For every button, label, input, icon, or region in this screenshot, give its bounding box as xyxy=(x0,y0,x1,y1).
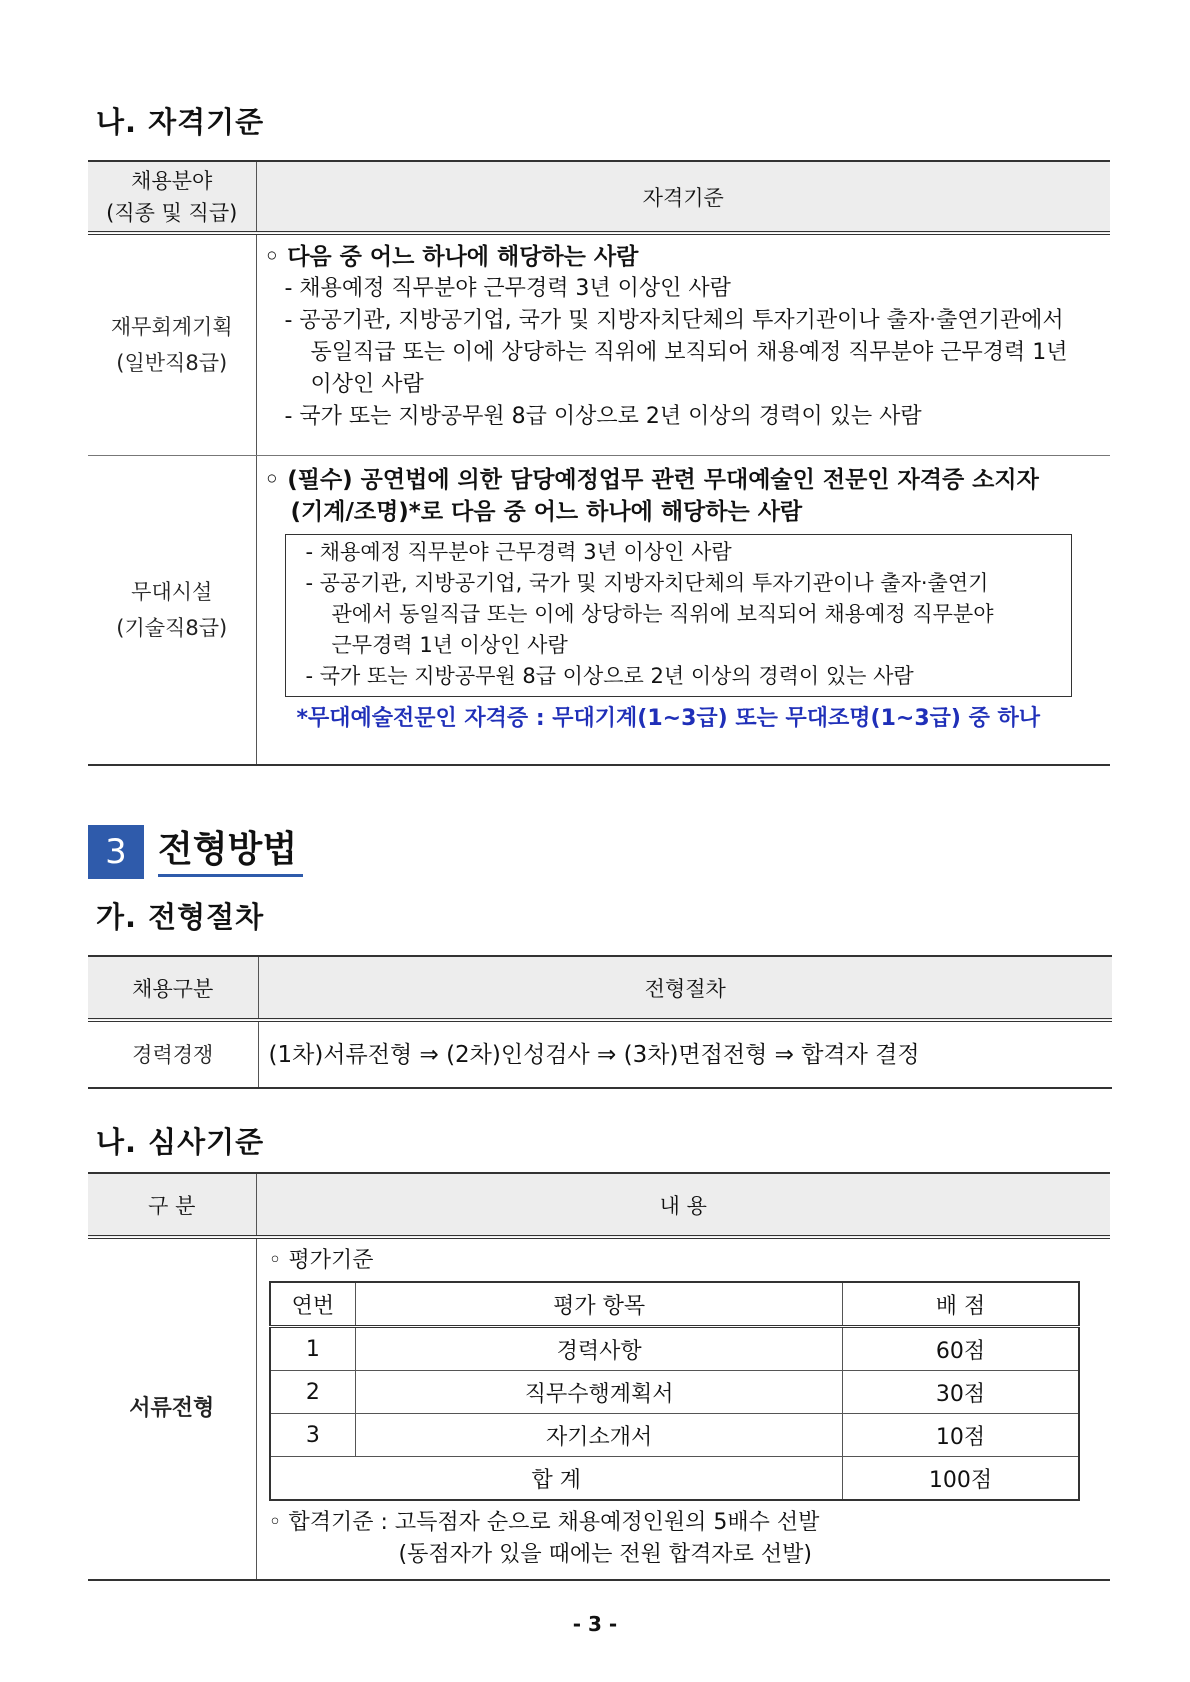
criteria-header: 자격기준 xyxy=(256,161,1110,233)
score-row xyxy=(270,1371,1080,1414)
field-cell xyxy=(88,233,256,455)
procedure-header: 전형절차 xyxy=(258,956,1112,1020)
criteria-cell xyxy=(256,233,1110,455)
score-cell: 30점 xyxy=(843,1371,1079,1414)
field-name: 무대시설 xyxy=(131,579,213,604)
review-heading: 나. 심사기준 xyxy=(96,1125,265,1159)
score-row xyxy=(270,1414,1080,1457)
criteria-item: 관에서 동일직급 또는 이에 상당하는 직위에 보직되어 채용예정 직무분야 xyxy=(331,601,994,626)
section-number-badge: 3 xyxy=(88,825,144,879)
procedure-row xyxy=(88,1020,1112,1088)
field-header-line1: 채용분야 xyxy=(131,168,213,193)
content-cell xyxy=(256,1237,1110,1580)
criteria-item: - 공공기관, 지방공기업, 국가 및 지방자치단체의 투자기관이나 출자·출연기 xyxy=(305,570,989,595)
criteria-main: (기계/조명)*로 다음 중 어느 하나에 해당하는 사람 xyxy=(290,498,803,525)
review-row xyxy=(88,1237,1110,1580)
field-name: 재무회계기획 xyxy=(110,314,233,339)
criteria-item: 근무경력 1년 이상인 사람 xyxy=(331,632,568,657)
score-total-label: 합 계 xyxy=(270,1457,843,1501)
criteria-item: - 공공기관, 지방공기업, 국가 및 지방자치단체의 투자기관이나 출자·출연기관에서 xyxy=(284,308,1064,333)
score-header-row xyxy=(270,1282,1080,1327)
qualification-row-stage xyxy=(88,455,1110,765)
score-cell: 3 xyxy=(270,1414,356,1457)
criteria-item: - 채용예정 직무분야 근무경력 3년 이상인 사람 xyxy=(284,276,731,301)
pass-criteria: ◦ 합격기준 : 고득점자 순으로 채용예정인원의 5배수 선발 xyxy=(268,1510,820,1535)
page-number: - 3 - xyxy=(572,1612,618,1636)
score-table xyxy=(269,1281,1081,1501)
score-cell: 10점 xyxy=(843,1414,1079,1457)
criteria-title: ◦ 평가기준 xyxy=(268,1248,374,1273)
category-cell: 서류전형 xyxy=(88,1237,256,1580)
score-total-row xyxy=(270,1457,1080,1501)
score-header-cell: 평가 항목 xyxy=(356,1282,843,1327)
criteria-item: - 국가 또는 지방공무원 8급 이상으로 2년 이상의 경력이 있는 사람 xyxy=(305,663,914,688)
score-total-value: 100점 xyxy=(843,1457,1079,1501)
field-cell xyxy=(88,455,256,765)
procedure-heading: 가. 전형절차 xyxy=(96,900,265,934)
recruit-type-cell: 경력경쟁 xyxy=(88,1020,258,1088)
criteria-box xyxy=(285,534,1073,697)
pass-criteria-note: (동점자가 있을 때에는 전원 합격자로 선발) xyxy=(398,1542,812,1567)
score-row xyxy=(270,1327,1080,1371)
score-cell: 60점 xyxy=(843,1327,1079,1371)
qualification-table xyxy=(88,160,1110,766)
score-header-cell: 배 점 xyxy=(843,1282,1079,1327)
score-cell: 경력사항 xyxy=(356,1327,843,1371)
qualification-heading: 나. 자격기준 xyxy=(96,105,265,139)
field-grade: (기술직8급) xyxy=(116,615,228,640)
criteria-main: ◦ (필수) 공연법에 의한 담당예정업무 관련 무대예술인 전문인 자격증 소지자 xyxy=(264,466,1039,493)
field-header xyxy=(88,161,256,233)
score-cell: 1 xyxy=(270,1327,356,1371)
score-cell: 직무수행계획서 xyxy=(356,1371,843,1414)
score-cell: 2 xyxy=(270,1371,356,1414)
field-header-line2: (직종 및 직급) xyxy=(106,200,238,225)
qualification-row-finance xyxy=(88,233,1110,455)
content-header: 내 용 xyxy=(256,1173,1110,1237)
score-header-cell: 연번 xyxy=(270,1282,356,1327)
criteria-main: ◦ 다음 중 어느 하나에 해당하는 사람 xyxy=(264,244,639,270)
certificate-note: *무대예술전문인 자격증 : 무대기계(1~3급) 또는 무대조명(1~3급) 중 하나 xyxy=(296,705,1041,731)
score-cell: 자기소개서 xyxy=(356,1414,843,1457)
criteria-item: 동일직급 또는 이에 상당하는 직위에 보직되어 채용예정 직무분야 근무경력 1년 xyxy=(310,340,1068,365)
field-grade: (일반직8급) xyxy=(116,350,228,375)
criteria-item: 이상인 사람 xyxy=(310,372,424,397)
category-header: 구 분 xyxy=(88,1173,256,1237)
procedure-steps: (1차)서류전형 ⇒ (2차)인성검사 ⇒ (3차)면접전형 ⇒ 합격자 결정 xyxy=(258,1020,1112,1088)
qualification-header-row xyxy=(88,161,1110,233)
section-title: 전형방법 xyxy=(158,826,303,877)
procedure-header-row xyxy=(88,956,1112,1020)
criteria-item: - 채용예정 직무분야 근무경력 3년 이상인 사람 xyxy=(305,539,732,564)
review-table xyxy=(88,1172,1110,1581)
review-header-row xyxy=(88,1173,1110,1237)
criteria-cell xyxy=(256,455,1110,765)
recruit-type-header: 채용구분 xyxy=(88,956,258,1020)
criteria-item: - 국가 또는 지방공무원 8급 이상으로 2년 이상의 경력이 있는 사람 xyxy=(284,404,922,429)
procedure-table xyxy=(88,955,1112,1089)
